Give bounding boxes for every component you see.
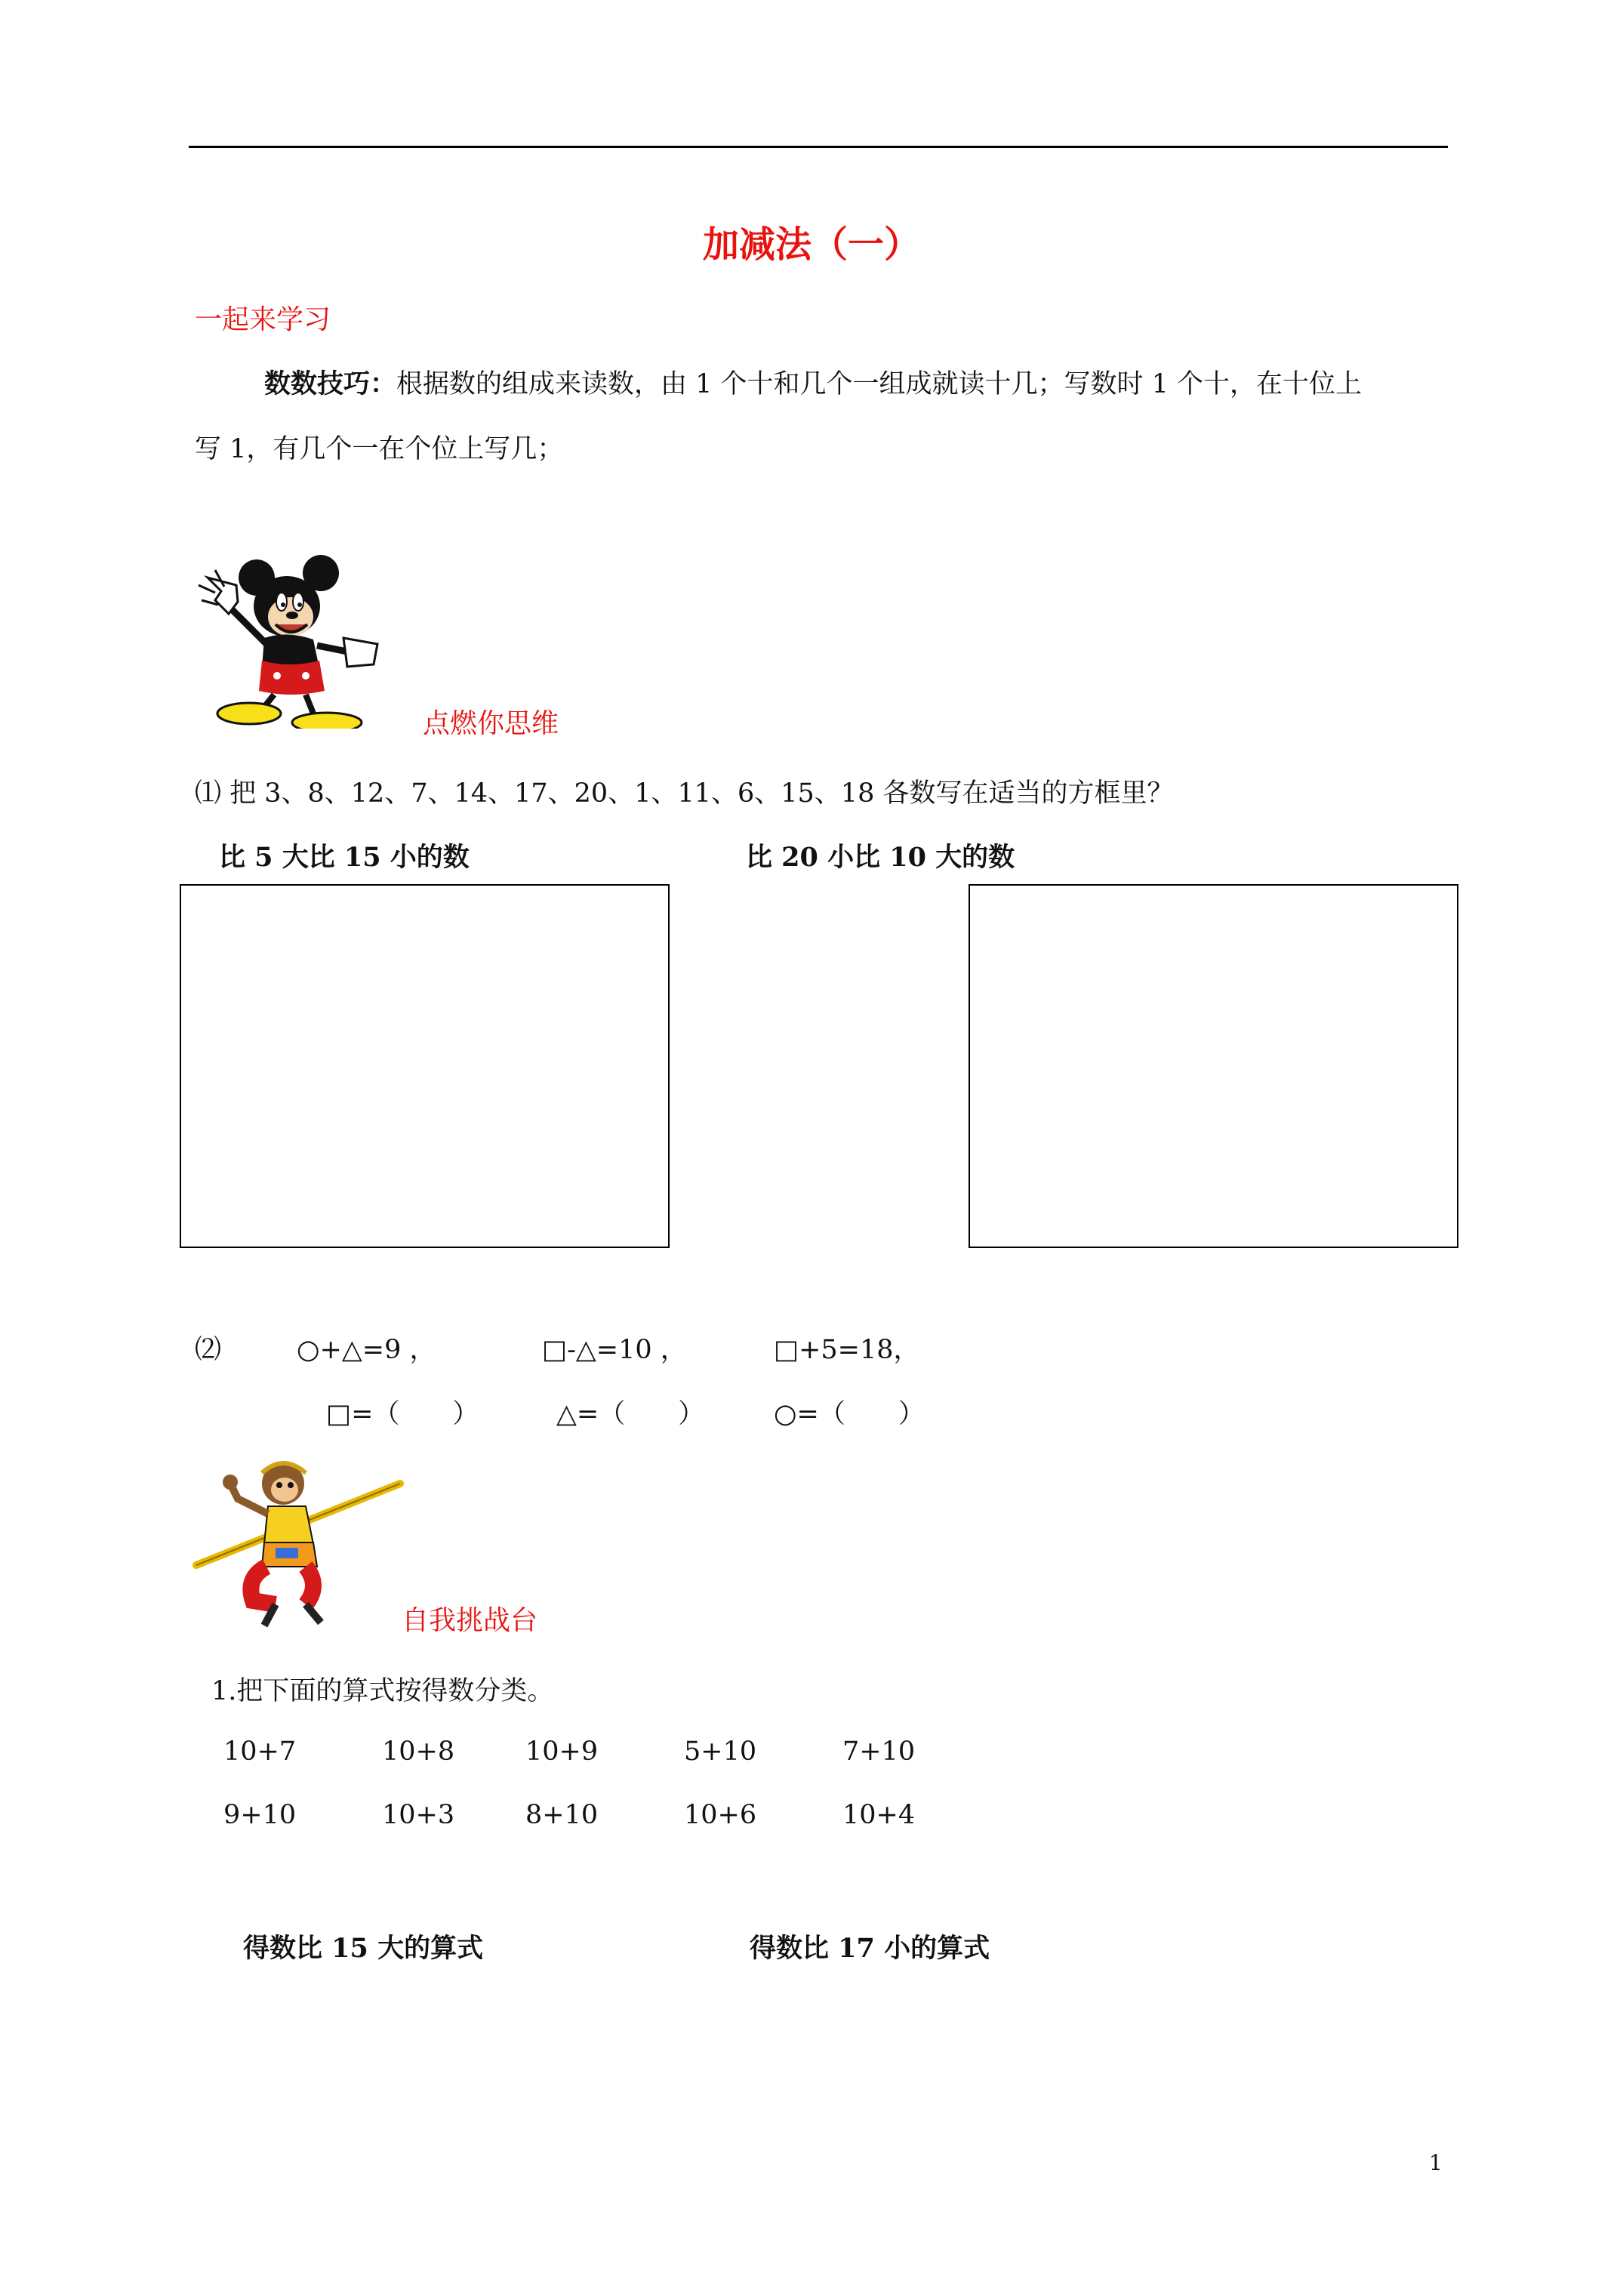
question-1-left-label: 比 5 大比 15 小的数 — [219, 842, 470, 873]
expression: 10+4 — [842, 1800, 916, 1830]
expression: 7+10 — [842, 1737, 916, 1767]
tip-line-1 — [264, 363, 1362, 401]
tip-line-2: 写 1，有几个一在个位上写几； — [195, 434, 564, 464]
challenge-left-label: 得数比 15 大的算式 — [243, 1933, 484, 1964]
equation-3: □+5=18， — [774, 1335, 920, 1365]
header-rule — [189, 146, 1448, 148]
page-title: 加减法（一） — [702, 223, 920, 266]
answer-circle: ○=（ ） — [774, 1399, 925, 1429]
section-heading-learn: 一起来学习 — [195, 304, 331, 335]
question-1-right-label: 比 20 小比 10 大的数 — [746, 842, 1015, 873]
equation-2: □-△=10 ， — [542, 1335, 687, 1365]
cartoon-mouse-illustration — [192, 555, 381, 729]
expression: 10+7 — [223, 1737, 297, 1767]
section-heading-challenge: 自我挑战台 — [402, 1605, 538, 1636]
expression: 10+6 — [684, 1800, 757, 1830]
page-number: 1 — [1429, 2150, 1443, 2175]
answer-box-right[interactable] — [969, 884, 1458, 1248]
tip-text: 根据数的组成来读数，由 1 个十和几个一组成就读十几；写数时 1 个十，在十位上 — [396, 369, 1363, 399]
equation-1: ○+△=9 ， — [297, 1335, 436, 1365]
answer-square: □=（ ） — [326, 1399, 479, 1429]
answer-triangle: △=（ ） — [556, 1399, 705, 1429]
section-heading-think: 点燃你思维 — [423, 708, 559, 739]
question-2-number: ⑵ — [195, 1335, 222, 1365]
tip-label: 数数技巧： — [264, 368, 397, 399]
challenge-right-label: 得数比 17 小的算式 — [750, 1933, 990, 1964]
challenge-1: 1.把下面的算式按得数分类。 — [211, 1676, 554, 1706]
answer-box-left[interactable] — [180, 884, 670, 1248]
expression: 9+10 — [223, 1800, 297, 1830]
question-1: ⑴ 把 3、8、12、7、14、17、20、1、11、6、15、18 各数写在适当的方框里？ — [195, 778, 1174, 809]
expression: 5+10 — [684, 1737, 757, 1767]
expression: 10+3 — [382, 1800, 455, 1830]
expression: 10+8 — [382, 1737, 455, 1767]
monkey-king-illustration — [192, 1453, 404, 1635]
expression: 10+9 — [525, 1737, 599, 1767]
expression: 8+10 — [525, 1800, 599, 1830]
